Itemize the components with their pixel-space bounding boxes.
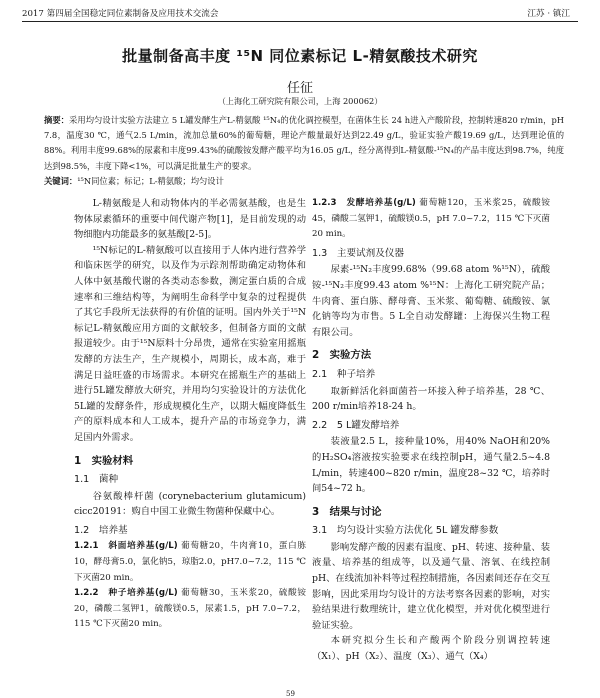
seed-paragraph: 取新鲜活化斜面菌苔一环接入种子培养基，28 ℃、200 r/min培养18-24 h。 bbox=[312, 385, 550, 413]
header-conference: 2017 第四届全国稳定同位素制备及应用技术交流会 bbox=[22, 9, 219, 19]
medium-3-paragraph bbox=[312, 196, 550, 243]
abstract-label: 摘要： bbox=[44, 115, 70, 125]
medium-2-paragraph bbox=[74, 586, 306, 633]
section-3-1-heading: 3.1 均匀设计实验方法优化 5L 罐发酵参数 bbox=[312, 525, 499, 537]
strain-paragraph: 谷氨酸棒杆菌 (corynebacterium glutamicum) cicc20191：购自中国工业微生物菌种保藏中心。 bbox=[74, 490, 306, 518]
medium-3-text: 葡萄糖120，玉米浆25，硫酸铵45，磷酸二氢钾1，硫酸镁0.5，pH 7.0~7.2，115 ℃下灭菌20 min。 bbox=[312, 198, 550, 240]
section-2-2-heading: 2.2 5 L罐发酵培养 bbox=[312, 419, 400, 431]
medium-2-text: 葡萄糖30，玉米浆20，硫酸铵20，磷酸二氢钾1，硫酸镁0.5，尿素1.5，pH 7.0~7.2，115 ℃下灭菌20 min。 bbox=[74, 588, 307, 630]
keywords bbox=[44, 175, 564, 187]
affiliation: （上海化工研究院有限公司，上海 200062） bbox=[217, 96, 383, 106]
medium-1-text: 葡萄糖20，牛肉膏10，蛋白胨10，酵母膏5.0，氯化钠5，琼脂2.0，pH7.0~7.2，115 ℃下灭菌20 min。 bbox=[74, 541, 307, 583]
section-2-heading: 2 实验方法 bbox=[312, 349, 372, 362]
ferment-paragraph: 装液量2.5 L，接种量10%，用40% NaOH和20%的H₂SO₄溶液按实验要求在线控制pH，通气量2.5~4.8 L/min，转速400~820 r/min，温度28~32 ℃，培养时间54~72 h。 bbox=[312, 436, 550, 495]
reagents-paragraph: 尿素-¹⁵N₂丰度99.68%（99.68 atom %¹⁵N），硫酸铵-¹⁵N₂丰度99.43 atom %¹⁵N：上海化工研究院产品；牛肉膏、蛋白胨、酵母膏、玉米浆、葡萄糖、硫酸铵、氯化钠等均为市售。5 L全自动发酵罐：上海保兴生物工程有限公司。 bbox=[312, 264, 550, 338]
running-header bbox=[22, 6, 578, 22]
section-1-1-heading: 1.1 菌种 bbox=[74, 474, 119, 486]
medium-1-label: 1.2.1 斜面培养基(g/L) bbox=[74, 541, 178, 552]
medium-1-paragraph bbox=[74, 539, 306, 586]
header-location: 江苏 · 镇江 bbox=[527, 9, 570, 19]
section-1-2-heading: 1.2 培养基 bbox=[74, 524, 128, 536]
intro-paragraph-2: ¹⁵N标记的L-精氨酸可以直接用于人体内进行营养学和临床医学的研究，以及作为示踪剂帮助确定动物体和人体中氨基酸代谢的各类动态参数，测定蛋白质的合成速率和三维结构等，为阐明生命科学中复杂的过程提供了其它手段所无法获得的有价值的证明。国内外关于¹⁵N标记L-精氨酸应用方面的文献较多，但制备方面的文献报道较少。由于¹⁵N原料十分昂贵，通常在实验室用摇瓶发酵的方法生产，生产规模小，周期长，成本高，难于满足日益旺盛的市场需求。本研究在摇瓶生产的基础上进行5L罐发酵放大研究，并用均匀实验设计的方法优化5L罐的发酵条件，形成规模化生产，以期大幅度降低生产的原料成本和人工成本，提升产品的市场竞争力，满足国内外需求。 bbox=[74, 244, 306, 443]
medium-2-label: 1.2.2 种子培养基(g/L) bbox=[74, 588, 178, 599]
keywords-text: ¹⁵N同位素；标记；L-精氨酸；均匀设计 bbox=[77, 176, 224, 186]
paper-title: 批量制备高丰度 ¹⁵N 同位素标记 L-精氨酸技术研究 bbox=[122, 47, 478, 65]
author: 任征 bbox=[286, 81, 313, 96]
intro-paragraph-1: L-精氨酸是人和动物体内的半必需氨基酸，也是生物体尿素循环的重要中间代谢产物[1]，是目前发现的动物细胞内功能最多的氨基酸[2-5]。 bbox=[74, 198, 306, 241]
section-2-1-heading: 2.1 种子培养 bbox=[312, 368, 376, 380]
section-3-heading: 3 结果与讨论 bbox=[312, 505, 382, 518]
abstract-text: 采用均匀设计实验方法建立 5 L罐发酵生产L-精氨酸 ¹⁵N₄的优化调控模型，在菌体生长 24 h进入产酸阶段，控制转速820 r/min，pH 7.8，温度30 ℃，通气2.5 L/min，流加总量60%的葡萄糖，理论产酸量最好达到22.49 g/L，验证实验产酸19.69 g/L，达到理论值的88%。利用丰度99.68%的尿素和丰度99.43%的硫酸铵发酵产酸平均为16.05 g/L，经分离得到L-精氨酸-¹⁵N₄的产品丰度达到98.7%，纯度达到98.5%，丰度下降<1%，可以满足批量生产的要求。 bbox=[44, 115, 564, 171]
abstract bbox=[44, 113, 564, 174]
header-rule bbox=[22, 21, 578, 22]
result-paragraph-2: 本研究拟分生长和产酸两个阶段分别调控转速（X₁）、pH（X₂）、温度（X₃）、通气（X₄） bbox=[312, 635, 550, 663]
section-1-3-heading: 1.3 主要试剂及仪器 bbox=[312, 247, 405, 259]
medium-3-label: 1.2.3 发酵培养基(g/L) bbox=[312, 198, 416, 208]
page-number: 59 bbox=[286, 690, 295, 698]
keywords-label: 关键词： bbox=[44, 176, 78, 186]
result-paragraph-1: 影响发酵产酸的因素有温度、pH、转速、接种量、装液量、培养基的组成等，以及通气量、溶氧、在线控制pH、在线流加补料等过程控制措施，各因素间还存在交互影响，因此采用均匀设计的方法考察各因素的影响，对实验结果进行数理统计，建立优化模型，并对优化模型进行验证实验。 bbox=[312, 541, 550, 631]
right-column bbox=[312, 196, 550, 665]
section-1-heading: 1 实验材料 bbox=[74, 454, 134, 467]
left-column bbox=[74, 196, 306, 633]
